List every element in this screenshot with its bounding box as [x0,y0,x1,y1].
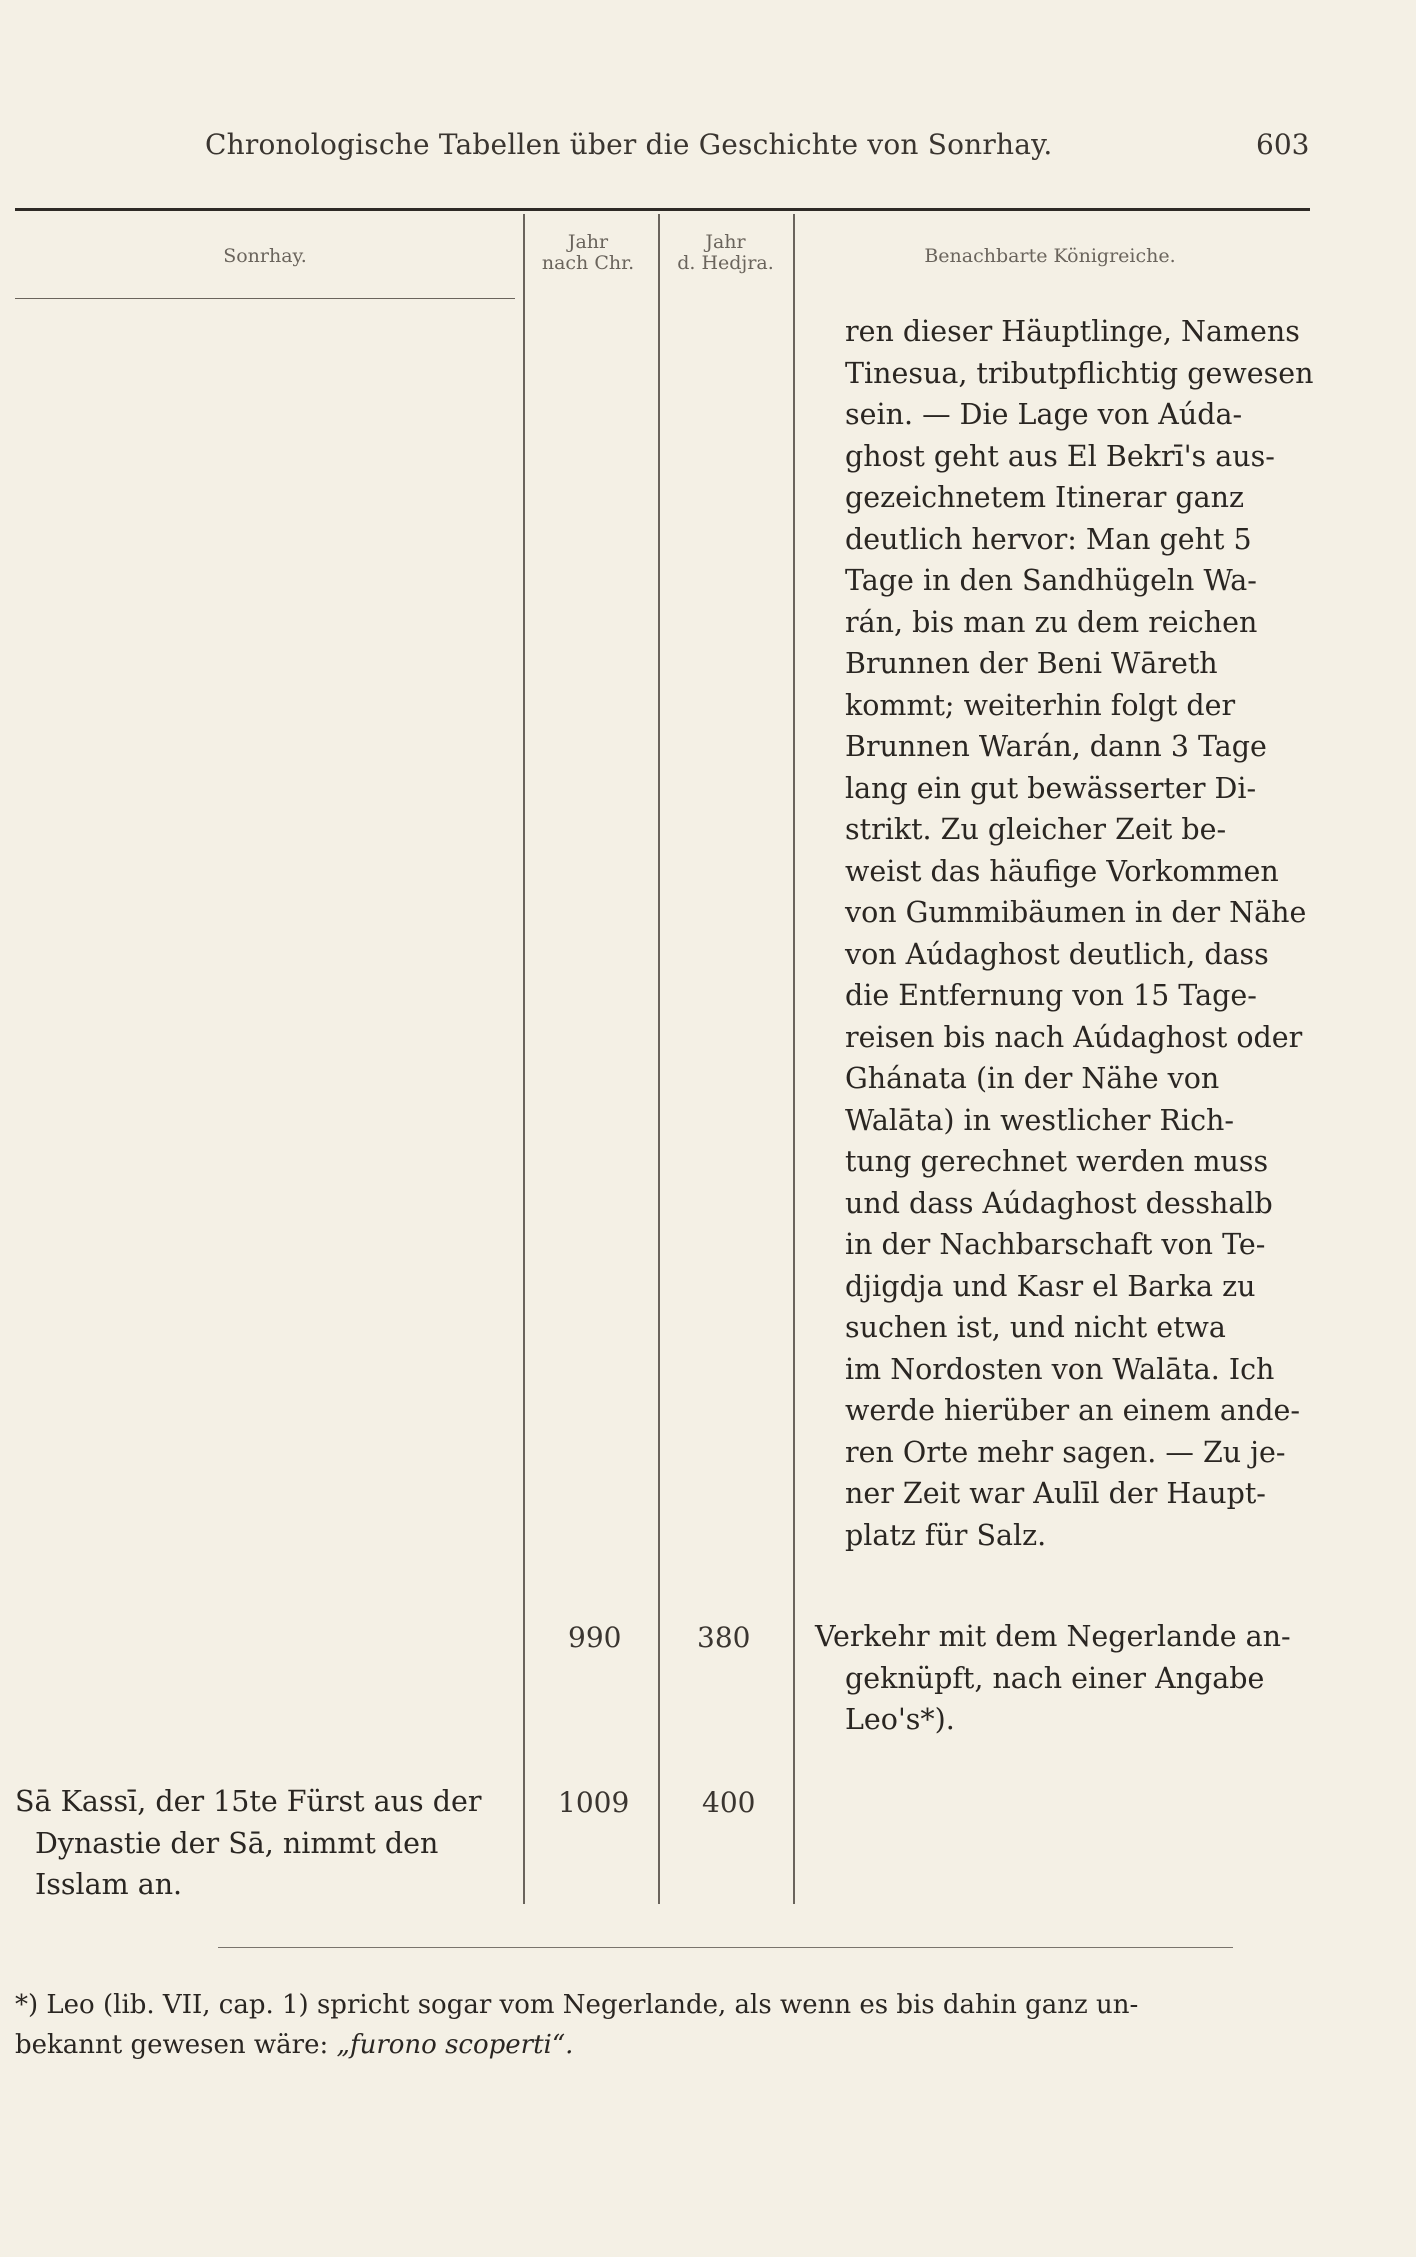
neighbour-entry [815,1616,1320,1741]
text-line: deutlich hervor: Man geht 5 [845,522,1252,556]
text-line: Ghánata (in der Nähe von [845,1062,1220,1095]
running-title: Chronologische Tabellen über die Geschichte von Sonrhay. [205,128,1053,161]
neighbour-continued-text [845,311,1320,1556]
text-line: lang ein gut bewässerter Di- [845,771,1257,805]
text-line: tung gerechnet werden muss [845,1145,1269,1178]
footnote [15,1985,1315,2065]
text-line: in der Nachbarschaft von Te- [845,1228,1266,1261]
text-line: von Aúdaghost deutlich, dass [845,937,1269,971]
text-line: djigdja und Kasr el Barka zu [845,1269,1256,1303]
text-line: Verkehr mit dem Negerlande an- [815,1620,1291,1653]
column-header-neighbours: Benachbarte Königreiche. [924,245,1176,267]
text-line: rán, bis man zu dem reichen [845,605,1258,639]
column-divider [793,214,795,1904]
text-line: im Nordosten von Walāta. Ich [845,1352,1275,1386]
year-hedjra-cell: 380 [697,1621,751,1654]
footnote-rule [218,1947,1233,1948]
header-line: nach Chr. [541,252,635,274]
page-number: 603 [1256,128,1310,161]
text-line: ghost geht aus El Bekrī's aus- [845,439,1275,473]
text-line: ren dieser Häuptlinge, Namens [845,315,1300,348]
table-top-rule [15,208,1310,211]
text-line: strikt. Zu gleicher Zeit be- [845,813,1227,846]
text-line: Walāta) in westlicher Rich- [845,1103,1235,1137]
year-chr-cell: 990 [568,1621,622,1654]
header-line: Jahr [705,231,746,253]
text-line: ner Zeit war Aulīl der Haupt- [845,1477,1266,1510]
text-line: reisen bis nach Aúdaghost oder [845,1020,1303,1054]
text-line: die Entfernung von 15 Tage- [845,979,1257,1012]
text-line: und dass Aúdaghost desshalb [845,1186,1273,1220]
text-line: Brunnen Warán, dann 3 Tage [845,730,1267,763]
text-line: kommt; weiterhin folgt der [845,688,1236,722]
text-line: gezeichnetem Itinerar ganz [845,481,1244,514]
footnote-line [15,2025,1315,2065]
text-line: ren Orte mehr sagen. — Zu je- [845,1435,1286,1469]
text-line: weist das häufige Vorkommen [845,854,1279,888]
text-line: Brunnen der Beni Wāreth [845,647,1218,680]
text-line: platz für Salz. [845,1518,1047,1552]
column-divider [523,214,525,1904]
text-line: Dynastie der Sā, nimmt den [35,1826,439,1860]
footnote-quote: „furono scoperti“. [336,2030,574,2060]
header-underline [15,298,515,299]
column-header-year-chr [523,232,653,274]
text-line: Tinesua, tributpflichtig gewesen [845,356,1314,390]
footnote-line: *) Leo (lib. VII, cap. 1) spricht sogar vom Negerlande, als wenn es bis dahin ganz un- [15,1990,1139,2020]
text-line: Isslam an. [35,1868,183,1901]
column-header-sonrhay: Sonrhay. [223,245,307,267]
year-hedjra-cell: 400 [702,1786,756,1819]
text-line: sein. — Die Lage von Aúda- [845,398,1243,431]
footnote-text: bekannt gewesen wäre: [15,2030,337,2060]
header-line: d. Hedjra. [677,252,774,274]
sonrhay-entry [15,1781,510,1906]
text-line: suchen ist, und nicht etwa [845,1311,1226,1344]
column-divider [658,214,660,1904]
text-line: Leo's*). [845,1703,955,1736]
text-line: von Gummibäumen in der Nähe [845,896,1307,929]
text-line: werde hierüber an einem ande- [845,1394,1300,1427]
text-line: Sā Kassī, der 15te Fürst aus der [15,1785,482,1818]
text-line: geknüpft, nach einer Angabe [845,1661,1265,1695]
text-line: Tage in den Sandhügeln Wa- [845,564,1257,597]
year-chr-cell: 1009 [558,1786,630,1819]
header-line: Jahr [567,231,609,253]
column-header-year-hedjra [658,232,793,274]
